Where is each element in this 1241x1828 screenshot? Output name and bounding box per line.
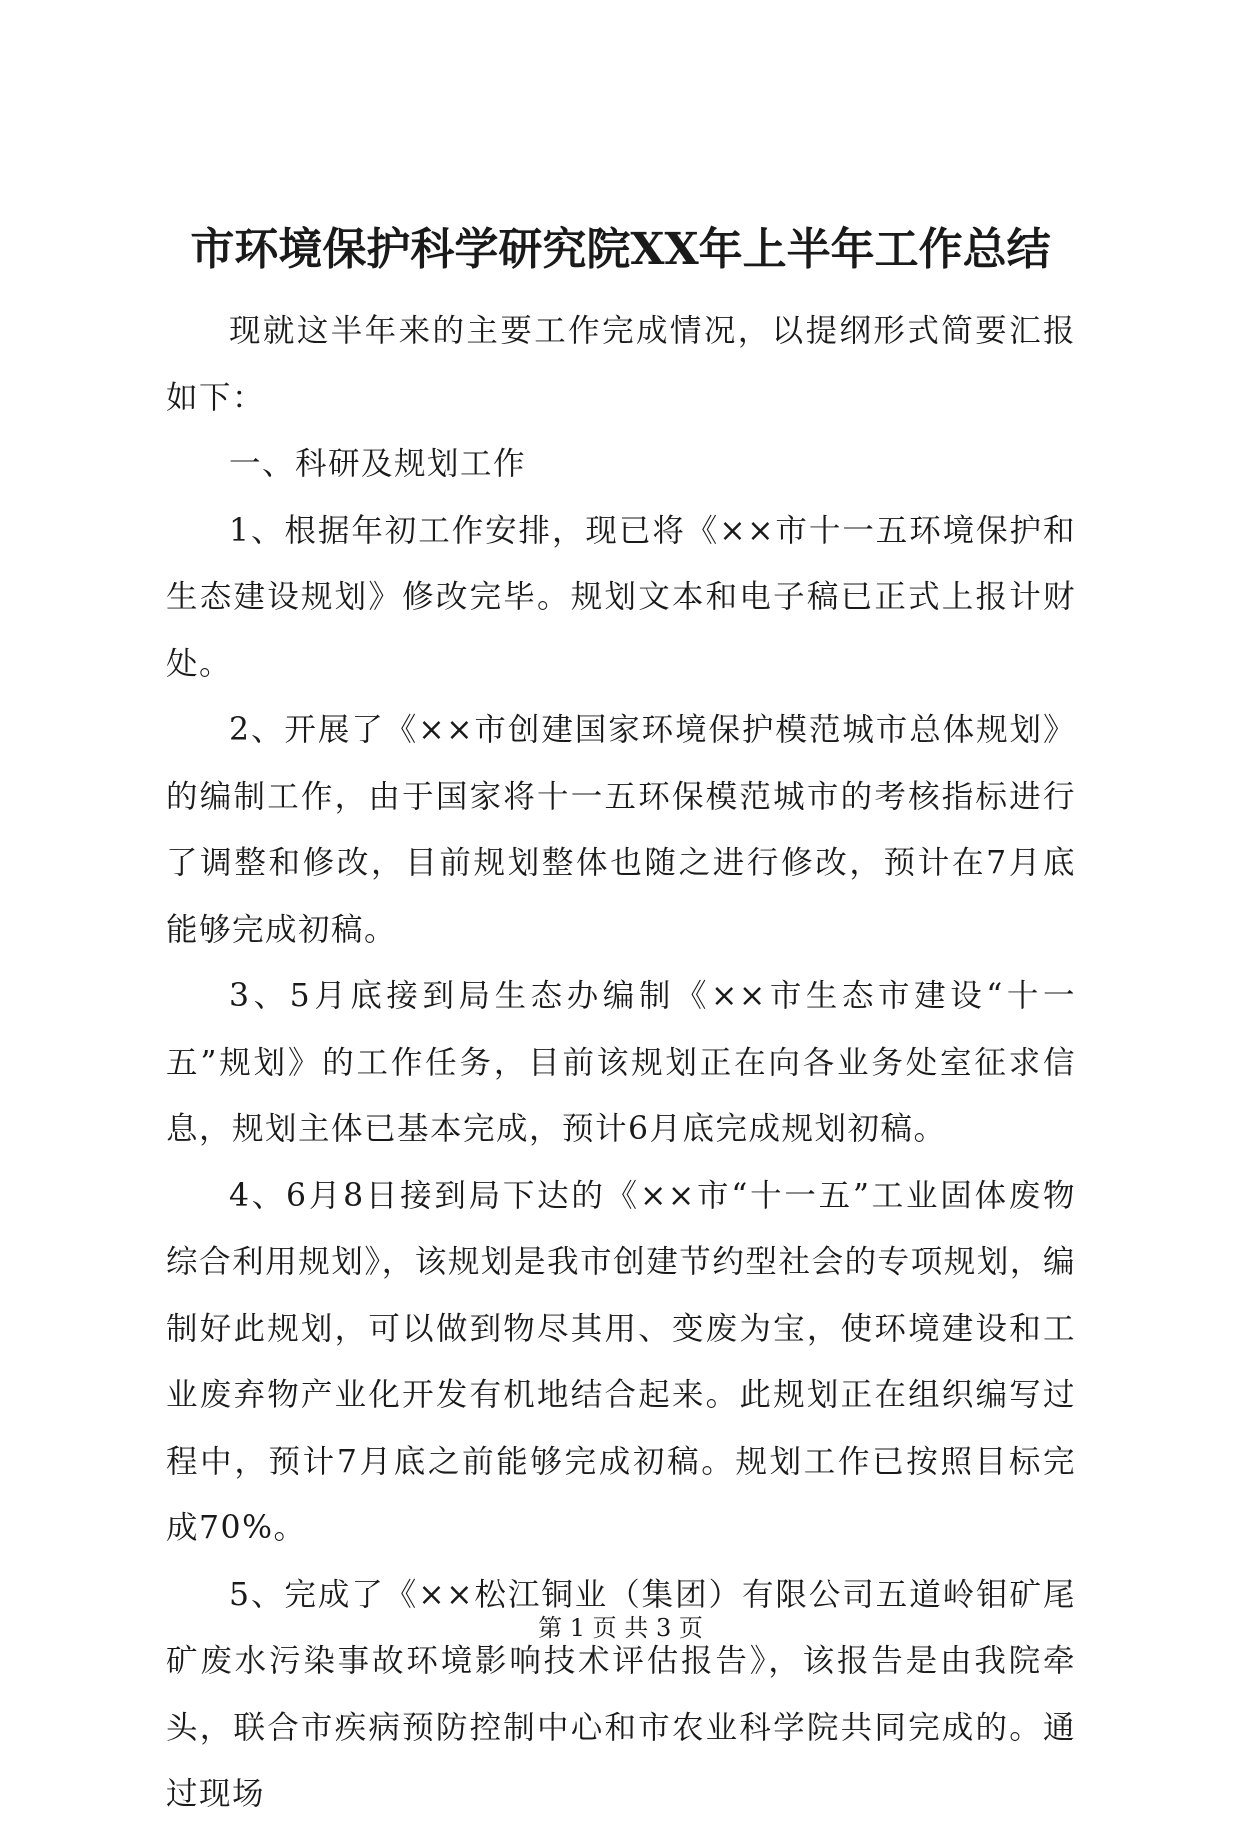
paragraph-intro: 现就这半年来的主要工作完成情况，以提纲形式简要汇报如下： bbox=[166, 313, 1076, 416]
paragraph-item-1: 1、根据年初工作安排，现已将《××市十一五环境保护和生态建设规划》修改完毕。规划文本和电子稿已正式上报计财处。 bbox=[166, 512, 1076, 682]
section-heading-research: 一、科研及规划工作 bbox=[229, 446, 527, 482]
paragraph-item-5: 5、完成了《××松江铜业（集团）有限公司五道岭钼矿尾矿废水污染事故环境影响技术评估报告》，该报告是由我院牵头，联合市疾病预防控制中心和市农业科学院共同完成的。通过现场 bbox=[166, 1576, 1076, 1812]
document-body bbox=[166, 298, 1076, 1828]
document-title: 市环境保护科学研究院XX年上半年工作总结 bbox=[190, 224, 1051, 275]
paragraph-item-2: 2、开展了《××市创建国家环境保护模范城市总体规划》的编制工作，由于国家将十一五环保模范城市的考核指标进行了调整和修改，目前规划整体也随之进行修改，预计在7月底能够完成初稿。 bbox=[166, 712, 1076, 948]
page-footer: 第 1 页 共 3 页 bbox=[538, 1614, 703, 1642]
paragraph-item-4: 4、6月8日接到局下达的《××市“十一五”工业固体废物综合利用规划》，该规划是我市创建节约型社会的专项规划，编制好此规划，可以做到物尽其用、变废为宝，使环境建设和工业废弃物产业化开发有机地结合起来。此规划正在组织编写过程中，预计7月底之前能够完成初稿。规划工作已按照目标完成70%。 bbox=[166, 1177, 1076, 1546]
paragraph-item-3: 3、5月底接到局生态办编制《××市生态市建设“十一五”规划》的工作任务，目前该规划正在向各业务处室征求信息，规划主体已基本完成，预计6月底完成规划初稿。 bbox=[166, 978, 1076, 1147]
